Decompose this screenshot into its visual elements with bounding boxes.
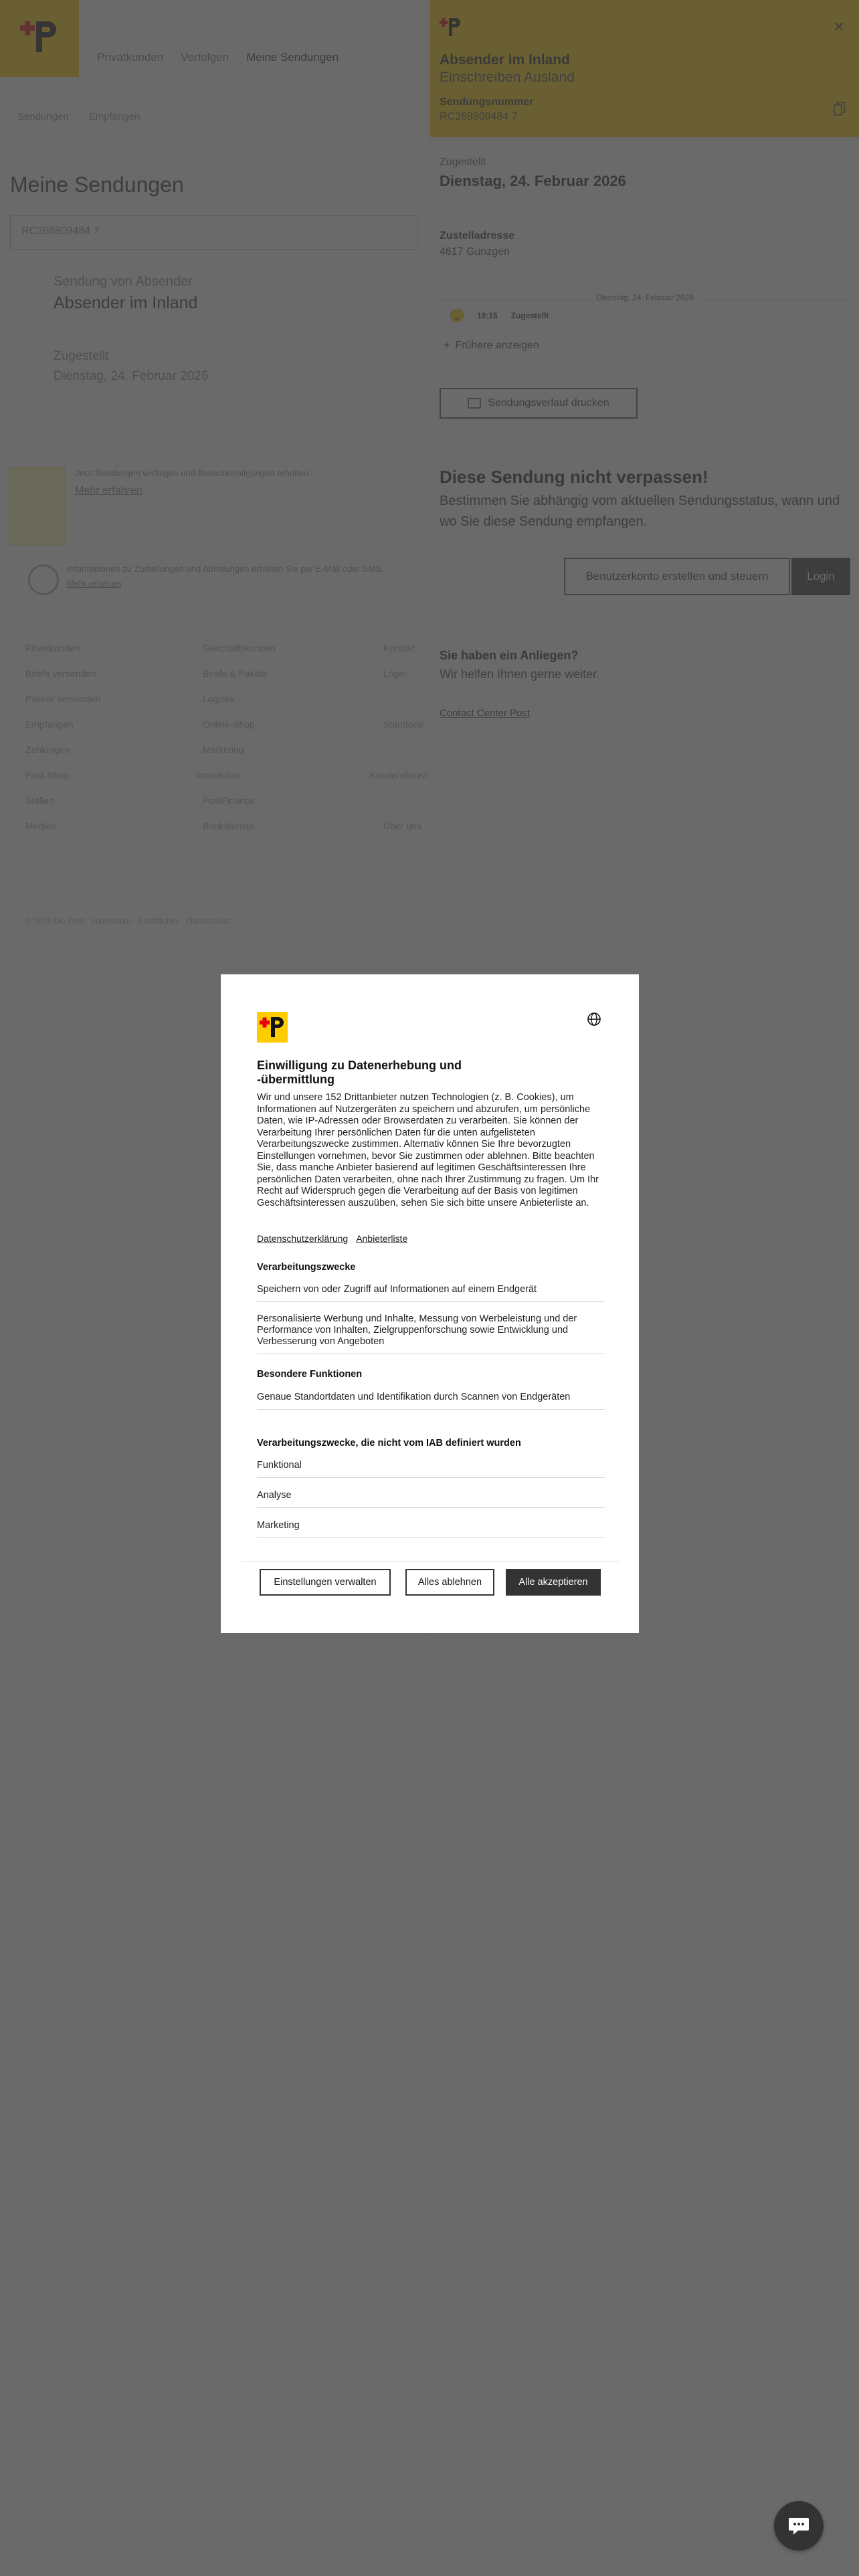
chat-button[interactable] [774, 2501, 824, 2551]
non-iab-item[interactable]: Funktional [257, 1460, 605, 1478]
purpose-item[interactable]: Personalisierte Werbung und Inhalte, Messung von Werbeleistung und der Performance von Inhalten, Zielgruppenforschung sowie Entwicklung und Verbesserung von Angeboten [257, 1313, 605, 1354]
consent-body: Wir und unsere 152 Drittanbieter nutzen Technologien (z. B. Cookies), um Informationen auf Nutzergeräten zu speichern und abzurufen, um persönliche Daten, wie IP-Adressen oder Browserdaten zu verarbeiten. Sie können der Verarbeitung Ihrer persönlichen Daten für die unten aufgelisteten Verarbeitungszwecke zustimmen. Alternativ können Sie Ihre bevorzugten Einstellungen vornehmen, bevor Sie zustimmen oder ablehnen. Bitte beachten Sie, dass manche Anbieter basierend auf legitimen Geschäftsinteressen Ihre persönlichen Daten verarbeiten, ohne nach Ihrer Zustimmung zu fragen. Um Ihr Recht auf Widerspruch gegen die Verarbeitung auf der Basis von legitimen Geschäftsinteressen auszuüben, sehen Sie sich bitte unsere Anbieterliste an. [257, 1092, 599, 1208]
feature-item[interactable]: Genaue Standortdaten und Identifikation durch Scannen von Endgeräten [257, 1392, 605, 1410]
purpose-item[interactable]: Speichern von oder Zugriff auf Informationen auf einem Endgerät [257, 1284, 605, 1302]
consent-title: Einwilligung zu Datenerhebung und -übermittlung [257, 1059, 462, 1086]
post-logo-icon [257, 1012, 288, 1043]
purposes-heading: Verarbeitungszwecke [257, 1262, 356, 1273]
consent-links [257, 1233, 407, 1244]
vendor-list-link[interactable]: Anbieterliste [356, 1233, 408, 1244]
non-iab-purposes-heading: Verarbeitungszwecke, die nicht vom IAB definiert wurden [257, 1438, 521, 1448]
privacy-policy-link[interactable]: Datenschutzerklärung [257, 1233, 349, 1244]
special-features-heading: Besondere Funktionen [257, 1369, 363, 1380]
non-iab-item[interactable]: Marketing [257, 1520, 605, 1538]
non-iab-item[interactable]: Analyse [257, 1490, 605, 1508]
reject-all-button[interactable]: Alles ablehnen [405, 1569, 494, 1596]
consent-dialog [221, 974, 639, 1633]
chat-icon [787, 2516, 810, 2536]
accept-all-button[interactable]: Alle akzeptieren [506, 1569, 601, 1596]
manage-settings-button[interactable]: Einstellungen verwalten [260, 1569, 391, 1596]
globe-icon[interactable] [587, 1012, 601, 1027]
consent-footer-divider [241, 1561, 619, 1562]
